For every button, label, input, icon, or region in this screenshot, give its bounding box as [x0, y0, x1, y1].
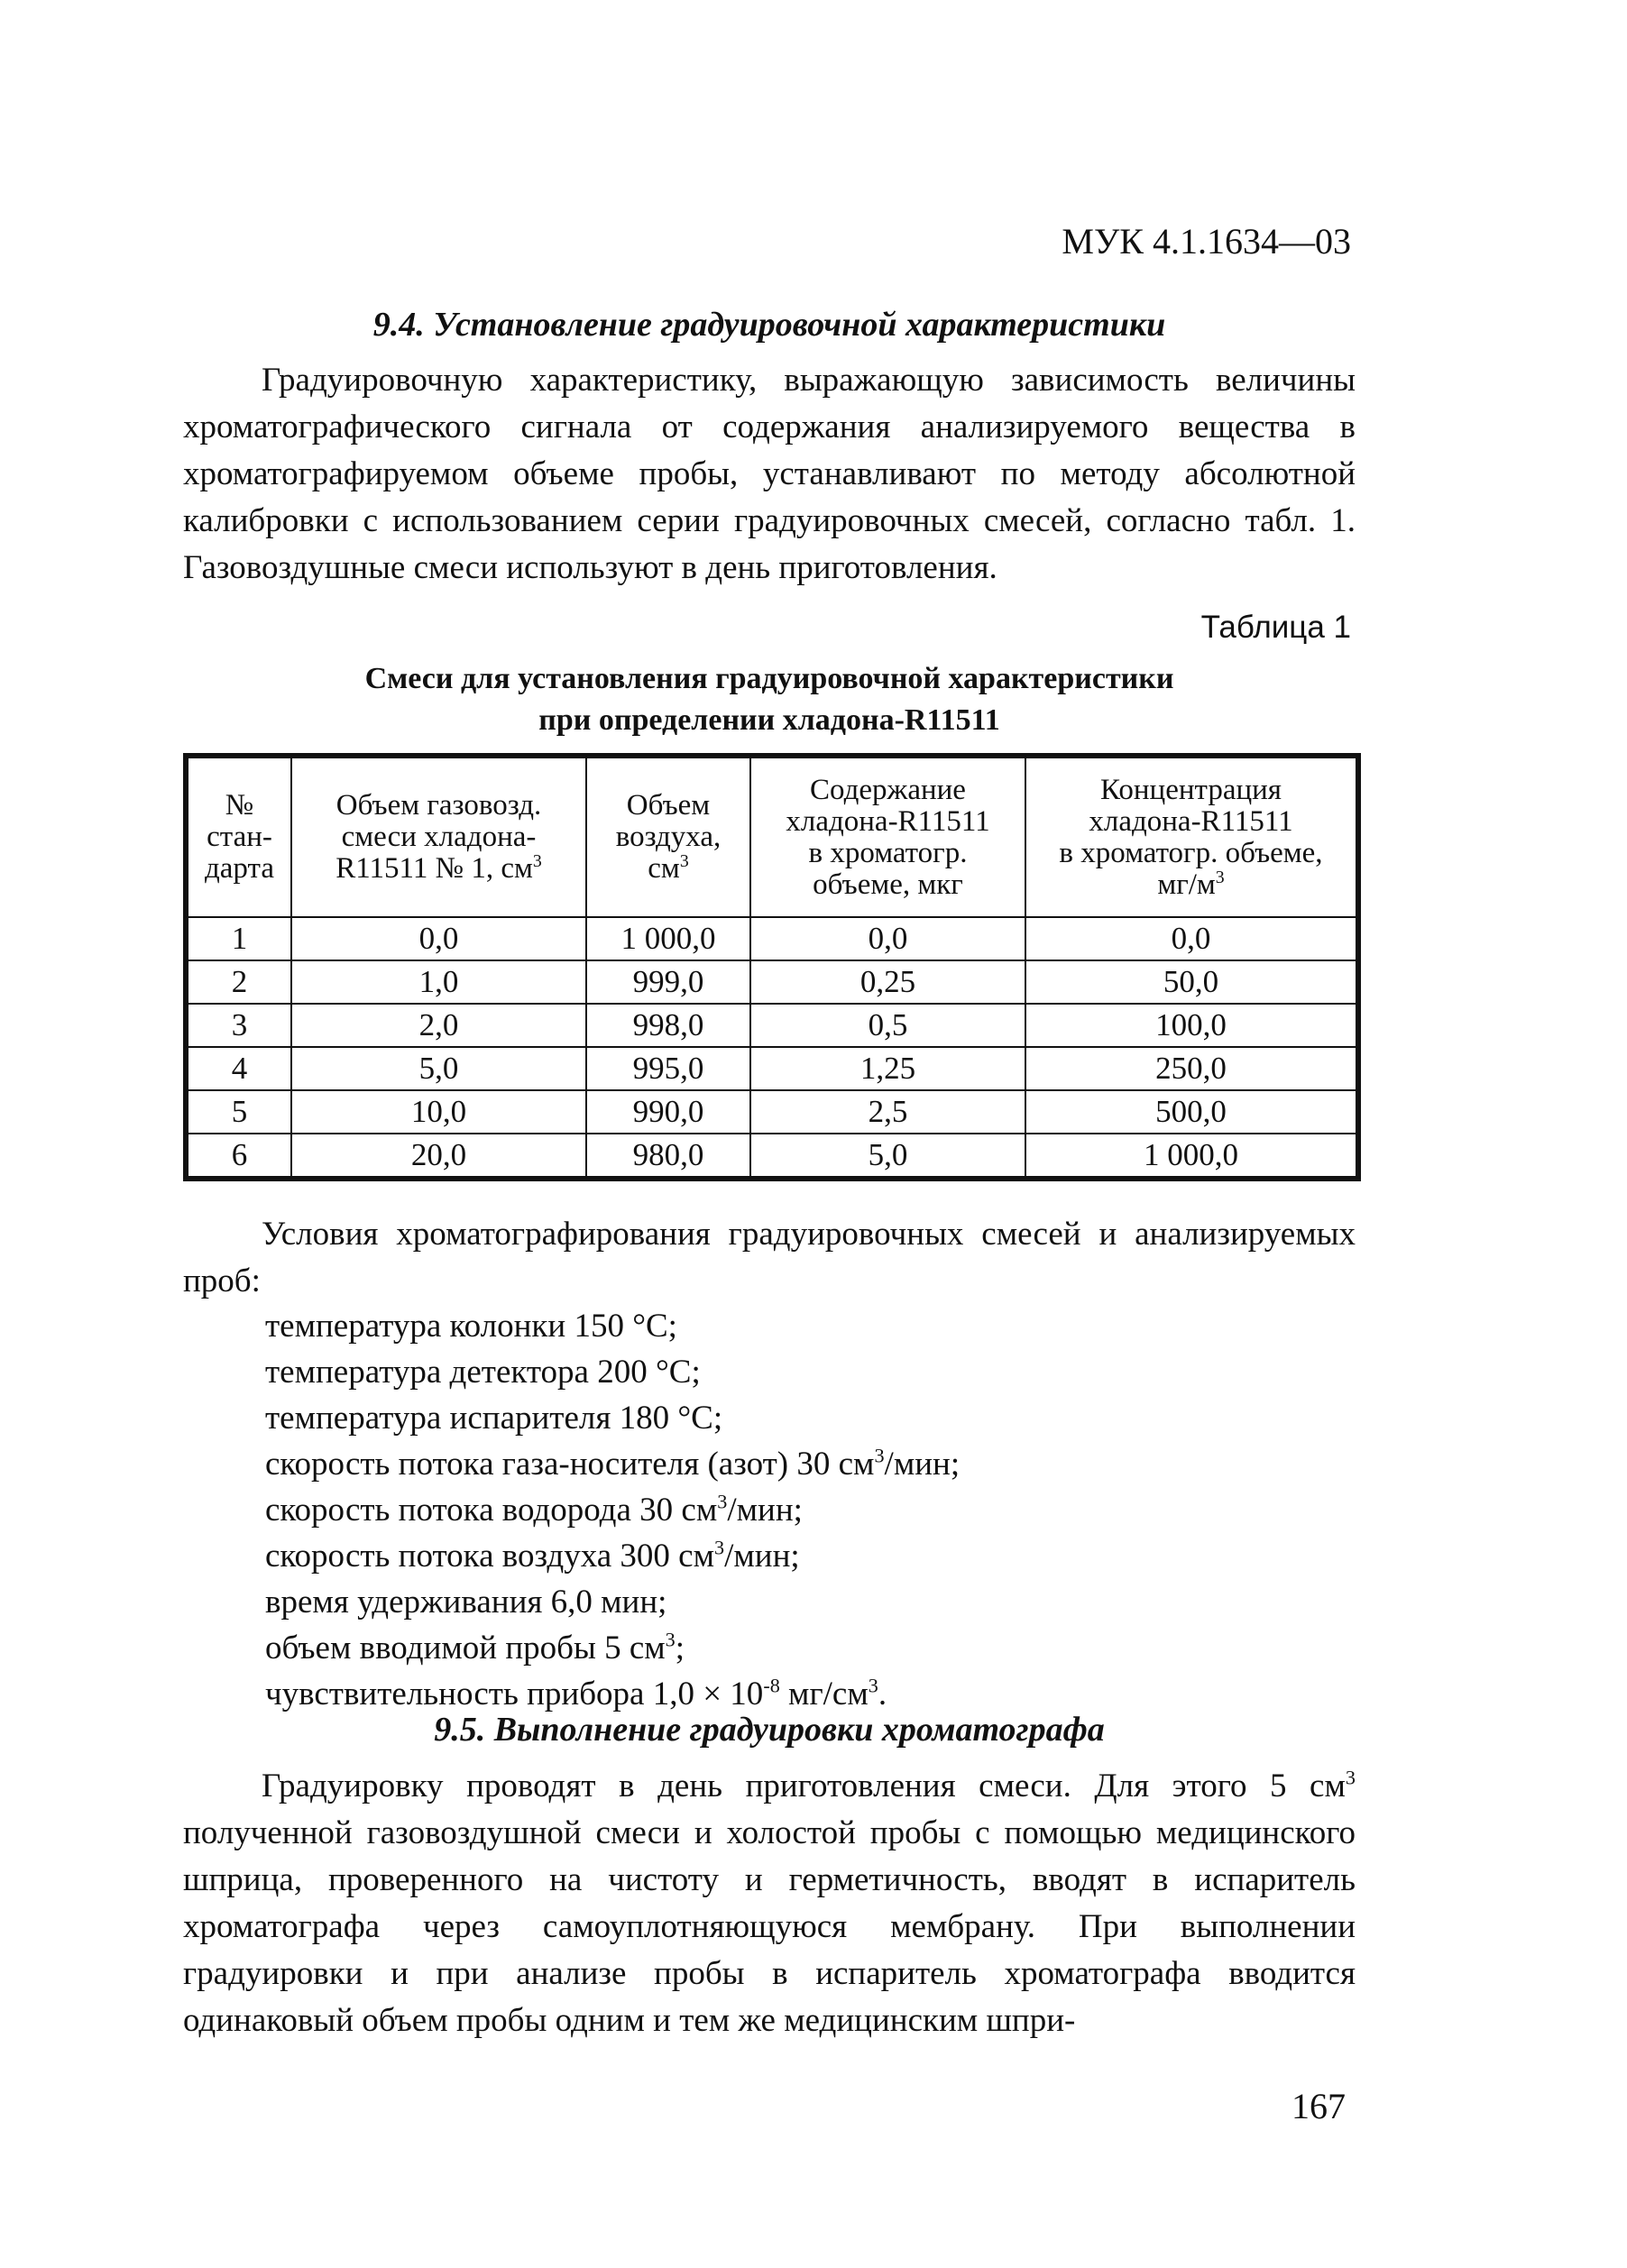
header-standard-number: № стан- дарта: [186, 756, 291, 917]
table-cell: 50,0: [1025, 960, 1358, 1004]
table-cell: 1 000,0: [586, 917, 750, 960]
list-item: скорость потока воздуха 300 $см^3$/мин;: [265, 1536, 800, 1575]
table-cell: 2: [186, 960, 291, 1004]
table-cell: 995,0: [586, 1047, 750, 1090]
table-cell: 1 000,0: [1025, 1134, 1358, 1179]
table-cell: 0,0: [750, 917, 1025, 960]
list-item: чувствительность прибора $1,0 \times 10^{-8}$ $мг/см^3$.: [265, 1674, 887, 1712]
page-number: 167: [1291, 2086, 1346, 2126]
table-row: [186, 1090, 1358, 1134]
list-item: температура испарителя 180 °С;: [265, 1400, 723, 1437]
conditions-intro-text: Условия хроматографирования градуировочных смесей и анализируемых проб:: [183, 1216, 1356, 1299]
table-cell: 1: [186, 917, 291, 960]
table-row: [186, 960, 1358, 1004]
table-cell: 5: [186, 1090, 291, 1134]
table-cell: 6: [186, 1134, 291, 1179]
table-cell: 5,0: [291, 1047, 586, 1090]
table-cell: 5,0: [750, 1134, 1025, 1179]
header-content: Содержание хладона-R11511 в хроматогр. объеме, мкг: [750, 756, 1025, 917]
section-title-9-4: 9.4. Установление градуировочной характеристики: [372, 306, 1166, 344]
table-title-line-1: Смеси для установления градуировочной характеристики: [364, 662, 1174, 695]
calibration-table: [183, 753, 1361, 1181]
list-item: объем вводимой пробы 5 $см^3$;: [265, 1628, 685, 1667]
table-header-row: [186, 756, 1358, 917]
paragraph-9-4: [183, 357, 1356, 592]
table-cell: 10,0: [291, 1090, 586, 1134]
table-cell: 0,0: [1025, 917, 1358, 960]
table-row: [186, 1134, 1358, 1179]
table-cell: 990,0: [586, 1090, 750, 1134]
table-cell: 500,0: [1025, 1090, 1358, 1134]
table-row: [186, 1004, 1358, 1047]
list-item: температура детектора 200 °С;: [265, 1354, 701, 1391]
table-cell: 0,0: [291, 917, 586, 960]
conditions-list: [265, 1303, 960, 1717]
document-code: МУК 4.1.1634—03: [1062, 221, 1351, 262]
table-row: [186, 917, 1358, 960]
table-cell: 2,5: [750, 1090, 1025, 1134]
list-item: скорость потока водорода 30 $см^3$/мин;: [265, 1490, 803, 1529]
table-cell: 250,0: [1025, 1047, 1358, 1090]
table-cell: 100,0: [1025, 1004, 1358, 1047]
table-cell: 3: [186, 1004, 291, 1047]
table-cell: 1,25: [750, 1047, 1025, 1090]
table-title-line-2: при определении хладона-R11511: [538, 703, 1000, 737]
table-cell: 1,0: [291, 960, 586, 1004]
list-item: время удерживания 6,0 мин;: [265, 1584, 667, 1621]
header-air-volume: Объем воздуха, $см^3$: [586, 756, 750, 917]
table-label: Таблица 1: [1200, 610, 1351, 645]
table-row: [186, 1047, 1358, 1090]
table-cell: 0,25: [750, 960, 1025, 1004]
conditions-intro: [183, 1211, 1356, 1305]
paragraph-9-5: Градуировку проводят в день приготовления смеси. Для этого 5 $см^3$ полученной газовоздушной смеси и холостой пробы с помощью медицинского шприца, проверенного на чистоту и герметичность, вводят в испаритель хроматографа через самоуплотняющуюся мембрану. При выполнении градуировки и при анализе пробы в испаритель хроматографа вводится одинаковый объем пробы одним и тем же медицинским шпри-: [183, 1766, 1356, 2039]
paragraph-text: Градуировочную характеристику, выражающую зависимость величины хроматографического сигнала от содержания анализируемого вещества в хроматографируемом объеме пробы, устанавливают по методу абсолютной калибровки с использованием серии градуировочных смесей, согласно табл. 1. Газовоздушные смеси используют в день приготовления.: [183, 362, 1356, 586]
table-cell: 998,0: [586, 1004, 750, 1047]
header-concentration: Концентрация хладона-R11511 в хроматогр. объеме, $мг/м^3$: [1025, 756, 1358, 917]
table-title: [183, 658, 1356, 741]
table-cell: 980,0: [586, 1134, 750, 1179]
list-item: скорость потока газа-носителя (азот) 30 $см^3$/мин;: [265, 1444, 961, 1483]
table-cell: 4: [186, 1047, 291, 1090]
table-cell: 999,0: [586, 960, 750, 1004]
header-gas-mix-volume: Объем газовозд. смеси хладона- R11511 № 1, $см^3$: [291, 756, 586, 917]
table-cell: 20,0: [291, 1134, 586, 1179]
list-item: температура колонки 150 °С;: [265, 1308, 677, 1345]
section-title-9-5: 9.5. Выполнение градуировки хроматографа: [434, 1711, 1105, 1749]
table-cell: 0,5: [750, 1004, 1025, 1047]
table-cell: 2,0: [291, 1004, 586, 1047]
